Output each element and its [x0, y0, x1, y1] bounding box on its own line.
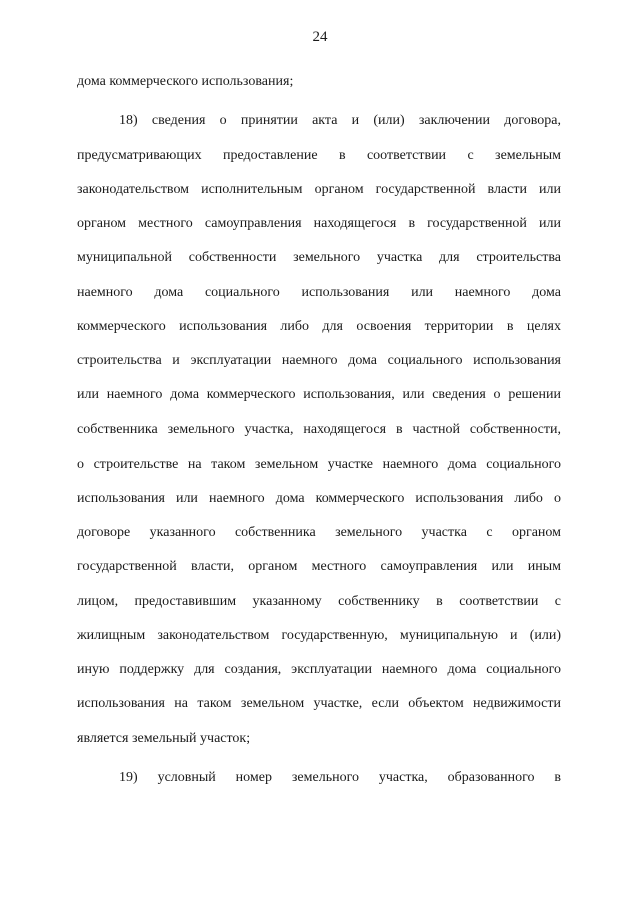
text-line: иную поддержку для создания, эксплуатации наемного дома социального: [77, 662, 561, 677]
text-line: коммерческого использования либо для освоения территории в целях: [77, 319, 561, 334]
text-line: 18) сведения о принятии акта и (или) заключении договора,: [119, 113, 561, 128]
text-line: муниципальной собственности земельного участка для строительства: [77, 250, 561, 265]
page-number: 24: [312, 29, 328, 45]
text-line: или наемного дома коммерческого использования, или сведения о решении: [77, 387, 561, 402]
text-line: законодательством исполнительным органом государственной власти или: [77, 182, 561, 197]
text-line: является земельный участок;: [77, 731, 251, 746]
text-line: строительства и эксплуатации наемного дома социального использования: [77, 353, 561, 368]
text-line: договоре указанного собственника земельного участка с органом: [77, 525, 561, 540]
text-line: предусматривающих предоставление в соответствии с земельным: [77, 148, 561, 163]
text-line: использования или наемного дома коммерческого использования либо о: [77, 491, 561, 506]
text-line: государственной власти, органом местного самоуправления или иным: [77, 559, 561, 574]
text-line: 19) условный номер земельного участка, образованного в: [119, 770, 561, 785]
text-line: наемного дома социального использования или наемного дома: [77, 285, 561, 300]
text-line: лицом, предоставившим указанному собственнику в соответствии с: [77, 594, 561, 609]
text-line: жилищным законодательством государственную, муниципальную и (или): [77, 628, 561, 643]
text-line: использования на таком земельном участке, если объектом недвижимости: [77, 696, 561, 711]
text-line: о строительстве на таком земельном участке наемного дома социального: [77, 457, 561, 472]
text-line: собственника земельного участка, находящегося в частной собственности,: [77, 422, 561, 437]
text-line: органом местного самоуправления находящегося в государственной или: [77, 216, 561, 231]
text-line: дома коммерческого использования;: [77, 74, 294, 89]
